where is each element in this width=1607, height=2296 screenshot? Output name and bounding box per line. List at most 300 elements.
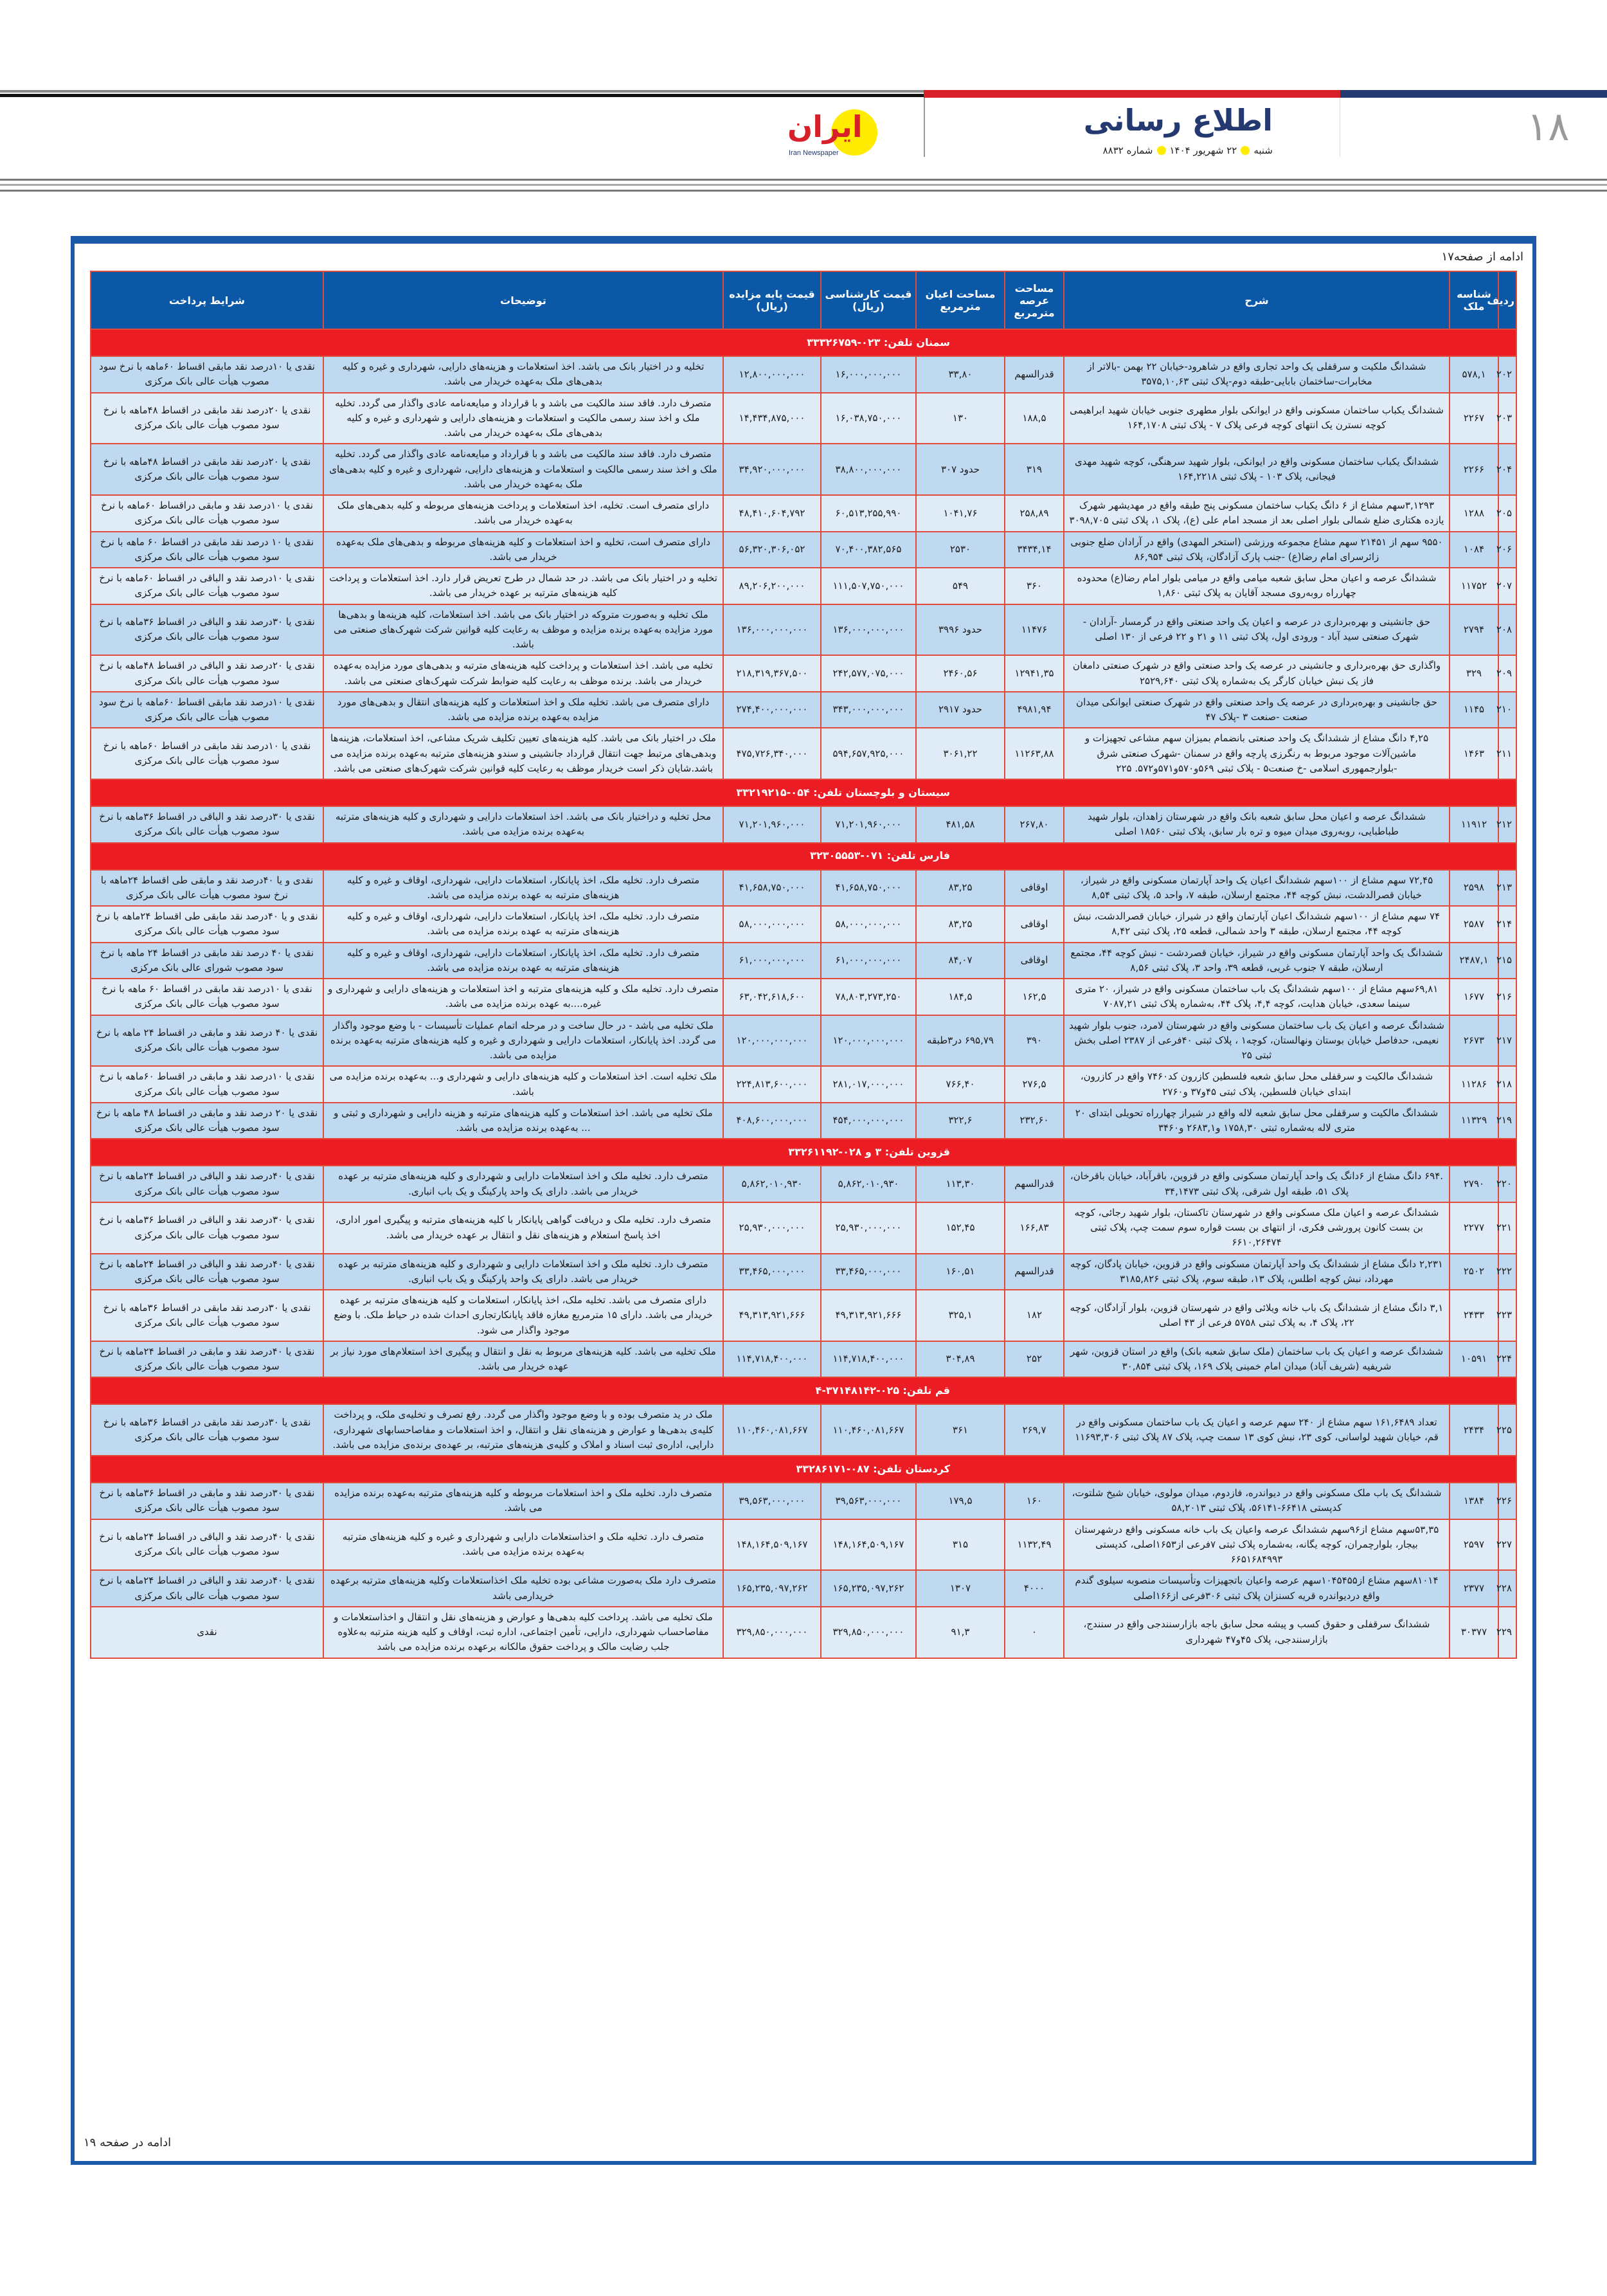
appraisal-price: ۳۸,۸۰۰,۰۰۰,۰۰۰ xyxy=(821,444,916,495)
land-area: ۱۱۳۲,۴۹ xyxy=(1005,1519,1064,1571)
col-header: قیمت پایه مزایده (ریال) xyxy=(723,271,821,329)
building-area: ۳۶۱ xyxy=(916,1404,1005,1456)
region-phone-label: سیستان و بلوچستان تلفن: ۰۵۴-۳۳۲۱۹۲۱۵ xyxy=(91,779,1516,806)
notes: دارای متصرف می باشد. تخلیه ملک و اخذ استعلامات و کلیه هزینه‌های انتقال و بدهی‌های مورد مزایده به‌عهده برنده مزایده می باشد. xyxy=(323,692,723,728)
notes: ملک در ید متصرف بوده و با وضع موجود واگذار می گردد. رفع تصرف و تخلیه‌ی ملک، و پرداخت کلیه‌ی بدهی‌ها و عوارض و هزینه‌های نقل و انتقال، و اخذ استعلامات و مفاصاحسابهای شهرداری، دارایی، اداره‌ی ثبت اسناد و املاک و کلیه‌ی هزینه‌های مترتبه، بر عهده‌ی برنده‌ی مزایده می باشد. xyxy=(323,1404,723,1456)
land-area: ۲۵۲ xyxy=(1005,1341,1064,1378)
row-number: ۲۰۸ xyxy=(1498,604,1516,656)
description: ۳,۱ دانگ مشاع از ششدانگ یک باب خانه ویلائی واقع در شهرستان قزوین، بلوار آزادگان، کوچه ۲۲، پلاک ۴، به پلاک ثبتی ۵۷۵۸ فرعی از ۴۳ اصلی xyxy=(1064,1290,1450,1341)
row-number: ۲۱۳ xyxy=(1498,870,1516,907)
notes: تخلیه می باشد. اخذ استعلامات و پرداخت کلیه هزینه‌های مترتبه و بدهی‌های مورد مزایده به‌عهده خریدار می باشد. برنده موظف به رعایت کلیه ضوابط شرکت شهرک‌های صنعتی می باشد. xyxy=(323,655,723,692)
region-phone-label: فارس تلفن: ۰۷۱-۳۲۳۰۵۵۵۳ xyxy=(91,843,1516,870)
base-price: ۳۲۹,۸۵۰,۰۰۰,۰۰۰ xyxy=(723,1607,821,1658)
table-row xyxy=(91,1290,1516,1341)
land-area: قدرالسهم xyxy=(1005,1166,1064,1202)
payment-terms: نقدی یا ۲۰درصد نقد مابقی در اقساط ۴۸ماهه با نرخ سود مصوب هیأت عالی بانک مرکزی xyxy=(91,393,323,444)
rule-gray xyxy=(0,90,924,93)
notes: متصرف دارد. فاقد سند مالکیت می باشد و با قرارداد و مبایعه‌نامه عادی واگذار می گردد. تخلیه ملک و اخذ سند رسمی مالکیت و استعلامات و هزینه‌های دارایی، شهرداری و غیره و کلیه بدهی‌های ملک به‌عهده خریدار می باشد. xyxy=(323,444,723,495)
table-row xyxy=(91,532,1516,568)
appraisal-price: ۲۸۱,۰۱۷,۰۰۰,۰۰۰ xyxy=(821,1066,916,1103)
payment-terms: نقدی یا ۴۰ درصد نقد و مابقی در اقساط ۲۴ ماهه با نرخ سود مصوب هیأت عالی بانک مرکزی xyxy=(91,1015,323,1067)
description: ششدانگ مالکیت و سرقفلی محل سابق شعبه فلسطین کازرون کد۷۴۶۰ واقع در کازرون، ابتدای خیابان فلسطین، پلاک ثبتی ۴۵و۳۷ و۲۷۶۰ xyxy=(1064,1066,1450,1103)
land-area: ۲۵۸,۸۹ xyxy=(1005,495,1064,532)
appraisal-price: ۳۲۹,۸۵۰,۰۰۰,۰۰۰ xyxy=(821,1607,916,1658)
building-area: ۱۶۰,۵۱ xyxy=(916,1254,1005,1290)
table-row xyxy=(91,1202,1516,1254)
description: ششدانگ سرقفلی و حقوق کسب و پیشه محل سابق باجه بازارسنندجی واقع در سنندج، بازارسنندجی، پلاک ۴۵و۴۷ شهرداری xyxy=(1064,1607,1450,1658)
appraisal-price: ۷۰,۴۰۰,۳۸۲,۵۶۵ xyxy=(821,532,916,568)
property-id: ۲۷۹۰ xyxy=(1450,1166,1498,1202)
building-area: ۸۳,۲۵ xyxy=(916,906,1005,943)
land-area: ۴۹۸۱,۹۴ xyxy=(1005,692,1064,728)
table-row xyxy=(91,495,1516,532)
iran-newspaper-logo xyxy=(787,109,877,161)
table-row xyxy=(91,604,1516,656)
base-price: ۳۳,۴۶۵,۰۰۰,۰۰۰ xyxy=(723,1254,821,1290)
weekday: شنبه xyxy=(1253,145,1273,156)
payment-terms: نقدی یا ۴۰درصد نقد و مابقی در اقساط ۲۴ماهه با نرخ سود مصوب هیأت عالی بانک مرکزی xyxy=(91,1341,323,1378)
notes: محل تخلیه و دراختیار بانک می باشد. اخذ استعلامات دارایی و شهرداری و کلیه هزینه‌های مترتبه به‌عهده برنده مزایده می باشد. xyxy=(323,806,723,843)
appraisal-price: ۵۹۴,۶۵۷,۹۲۵,۰۰۰ xyxy=(821,728,916,779)
description: ششدانگ یک واحد آپارتمان مسکونی واقع در شیراز، خیابان قصردشت - نبش کوچه ۴۴، مجتمع ارسلان، طبقه ۷ جنوب غربی، قطعه ۳۹، واحد ۳، پلاک ثبتی ۸,۵۶ xyxy=(1064,943,1450,979)
payment-terms: نقدی یا ۲۰درصد نقد و الباقی در اقساط ۴۸ماهه با نرخ سود مصوب هیأت عالی بانک مرکزی xyxy=(91,655,323,692)
building-area: ۴۸۱,۵۸ xyxy=(916,806,1005,843)
land-area: ۱۸۸,۵ xyxy=(1005,393,1064,444)
building-area: ۹۱,۳ xyxy=(916,1607,1005,1658)
building-area: ۱۳۰ xyxy=(916,393,1005,444)
land-area: ۳۶۰ xyxy=(1005,568,1064,604)
land-area: ۳۱۹ xyxy=(1005,444,1064,495)
property-id: ۱۱۹۱۲ xyxy=(1450,806,1498,843)
base-price: ۴۷۵,۷۲۶,۳۴۰,۰۰۰ xyxy=(723,728,821,779)
payment-terms: نقدی و یا ۴۰درصد نقد و مابقی طی اقساط ۲۴ماهه با نرخ سود مصوب هیأت عالی بانک مرکزی xyxy=(91,870,323,907)
payment-terms: نقدی یا ۱۰درصد نقد مابقی در اقساط ۶۰ ماهه با نرخ سود مصوب هیأت عالی بانک مرکزی xyxy=(91,979,323,1015)
land-area: ۳۴۳۴,۱۴ xyxy=(1005,532,1064,568)
table-header-row xyxy=(91,271,1516,329)
table-row xyxy=(91,1015,1516,1067)
col-header: مساحت اعیان مترمربع xyxy=(916,271,1005,329)
land-area: ۲۶۷,۸۰ xyxy=(1005,806,1064,843)
table-row xyxy=(91,1166,1516,1202)
building-area: ۵۴۹ xyxy=(916,568,1005,604)
payment-terms: نقدی یا ۳۰درصد نقد و الباقی در اقساط ۳۶ماهه با نرخ سود مصوب هیأت عالی بانک مرکزی xyxy=(91,806,323,843)
table-row xyxy=(91,1570,1516,1607)
base-price: ۳۹,۵۶۳,۰۰۰,۰۰۰ xyxy=(723,1483,821,1519)
notes: متصرف دارد. تخلیه ملک و اخذ استعلامات مربوطه و کلیه هزینه‌های مترتبه به‌عهده برنده مزایده می باشد. xyxy=(323,1483,723,1519)
building-area: ۲۵۳۰ xyxy=(916,532,1005,568)
table-row xyxy=(91,1483,1516,1519)
property-id: ۲۴۳۳ xyxy=(1450,1290,1498,1341)
notes: ملک در اختیار بانک می باشد. کلیه هزینه‌های تعیین تکلیف شریک مشاعی، اخذ استعلامات، هزینه‌ها وبدهی‌های مرتبط جهت انتقال قرارداد جانشینی و سندو هزینه‌های مترتبه به‌عهده برنده مزایده می باشد.شایان ذکر است خریدار موظف به رعایت کلیه قوانین شرکت شهرک‌های صنعتی می باشد. xyxy=(323,728,723,779)
region-header-row xyxy=(91,329,1516,356)
notes: دارای متصرف می باشد. تخلیه ملک، اخذ پایانکار، استعلامات و کلیه هزینه‌های مترتبه بر عهده خریدار می باشد. دارای ۱۵ مترمربع مغازه فاقد پایانکارتجاری احداث شده در حیاط ملک. با وضع موجود واگذار می شود. xyxy=(323,1290,723,1341)
land-area: اوقافی xyxy=(1005,943,1064,979)
notes: متصرف دارد. تخلیه ملک و اخذ استعلامات دارایی و شهرداری و کلیه هزینه‌های مترتبه بر عهده خریدار می باشد. دارای یک واحد پارکینگ و یک باب انباری. xyxy=(323,1166,723,1202)
building-area: ۳۰۶۱,۲۲ xyxy=(916,728,1005,779)
base-price: ۵۶,۳۲۰,۳۰۶,۰۵۲ xyxy=(723,532,821,568)
base-price: ۱۲۰,۰۰۰,۰۰۰,۰۰۰ xyxy=(723,1015,821,1067)
row-number: ۲۱۵ xyxy=(1498,943,1516,979)
property-id: ۲۵۸۷ xyxy=(1450,906,1498,943)
region-header-row xyxy=(91,1139,1516,1166)
appraisal-price: ۴۵۴,۰۰۰,۰۰۰,۰۰۰ xyxy=(821,1103,916,1139)
col-header: ردیف xyxy=(1498,271,1516,329)
base-price: ۶۳,۰۴۲,۶۱۸,۶۰۰ xyxy=(723,979,821,1015)
base-price: ۴۹,۳۱۳,۹۲۱,۶۶۶ xyxy=(723,1290,821,1341)
region-header-row xyxy=(91,1377,1516,1404)
notes: متصرف دارد. تخلیه ملک و دریافت گواهی پایانکار با کلیه هزینه‌های مترتبه و پیگیری امور اداری، اخذ پاسخ استعلام و هزینه‌های نقل و انتقال بر عهده خریدار می باشد. xyxy=(323,1202,723,1254)
payment-terms: نقدی یا ۱۰درصد نقد و الباقی در اقساط ۶۰ماهه با نرخ سود مصوب هیأت عالی بانک مرکزی xyxy=(91,568,323,604)
notes: متصرف دارد. تخلیه ملک، اخذ پایانکار، استعلامات دارایی، شهرداری، اوقاف و غیره و کلیه هزینه‌های مترتبه به عهده برنده مزایده می باشد. xyxy=(323,906,723,943)
appraisal-price: ۴۹,۳۱۳,۹۲۱,۶۶۶ xyxy=(821,1290,916,1341)
base-price: ۱۶۵,۲۳۵,۰۹۷,۲۶۲ xyxy=(723,1570,821,1607)
logo-text-fa: ایران xyxy=(787,109,863,144)
description: ۵۳,۳۵سهم مشاع از۹۶سهم ششدانگ عرصه واعیان یک باب خانه مسکونی واقع درشهرستان بیجار، بلوارچمران، کوچه یگانه، به‌شماره پلاک ثبتی ۷فرعی از۱۶۵۳اصلی، کدپستی ۶۶۵۱۶۸۴۹۹۳ xyxy=(1064,1519,1450,1571)
land-area: اوقافی xyxy=(1005,906,1064,943)
payment-terms: نقدی یا ۱۰ درصد نقد مابقی در اقساط ۶۰ ماهه با نرخ سود مصوب هیأت عالی بانک مرکزی xyxy=(91,532,323,568)
description: ۲,۲۳۱ دانگ مشاع از ششدانگ یک واحد آپارتمان مسکونی واقع در قزوین، خیابان پادگان، کوچه مهرداد، نبش کوچه اطلس، پلاک ۱۳، طبقه سوم، پلاک ثبتی ۳۱۸۵,۸۲۶ xyxy=(1064,1254,1450,1290)
base-price: ۱۲,۸۰۰,۰۰۰,۰۰۰ xyxy=(723,356,821,393)
col-header: مساحت عرصه مترمربع xyxy=(1005,271,1064,329)
appraisal-price: ۲۴۲,۵۷۷,۰۷۵,۰۰۰ xyxy=(821,655,916,692)
appraisal-price: ۵,۸۶۲,۰۱۰,۹۳۰ xyxy=(821,1166,916,1202)
base-price: ۷۱,۲۰۱,۹۶۰,۰۰۰ xyxy=(723,806,821,843)
base-price: ۲۵,۹۳۰,۰۰۰,۰۰۰ xyxy=(723,1202,821,1254)
row-number: ۲۲۳ xyxy=(1498,1290,1516,1341)
table-row xyxy=(91,444,1516,495)
land-area: اوقافی xyxy=(1005,870,1064,907)
notes: تخلیه و در اختیار بانک می باشد. در حد شمال در طرح تعریض قرار دارد. اخذ استعلامات و پرداخت کلیه هزینه‌های مترتبه بر عهده خریدار می باشد. xyxy=(323,568,723,604)
notes: متصرف دارد. تخلیه ملک و اخذ استعلامات دارایی و شهرداری و کلیه هزینه‌های مترتبه بر عهده خریدار می باشد. دارای یک واحد پارکینگ و یک باب انباری. xyxy=(323,1254,723,1290)
property-id: ۵۷۸,۱ xyxy=(1450,356,1498,393)
appraisal-price: ۷۸,۸۰۳,۲۷۳,۲۵۰ xyxy=(821,979,916,1015)
payment-terms: نقدی و یا ۴۰درصد نقد مابقی طی اقساط ۲۴ماهه با نرخ سود مصوب هیأت عالی بانک مرکزی xyxy=(91,906,323,943)
region-phone-label: قزوین تلفن: ۳ و ۰۲۸-۳۳۲۶۱۱۹۲ xyxy=(91,1139,1516,1166)
description: واگذاری حق بهره‌برداری و جانشینی در عرصه یک واحد صنعتی واقع در شهرک صنعتی دامغان فاز یک نبش خیابان کارگر یک به‌شماره پلاک ثبتی ۲۵۲۹,۶۴۰ xyxy=(1064,655,1450,692)
base-price: ۶۱,۰۰۰,۰۰۰,۰۰۰ xyxy=(723,943,821,979)
payment-terms: نقدی یا ۳۰درصد نقد مابقی در اقساط ۳۶ماهه با نرخ سود مصوب هیأت عالی بانک مرکزی xyxy=(91,1404,323,1456)
land-area: ۱۱۲۶۳,۸۸ xyxy=(1005,728,1064,779)
row-number: ۲۰۷ xyxy=(1498,568,1516,604)
notes: متصرف دارد ملک به‌صورت مشاعی بوده تخلیه ملک اخذاستعلامات وکلیه هزینه‌های مترتبه برعهده خریدارمی باشد xyxy=(323,1570,723,1607)
col-header: شرح xyxy=(1064,271,1450,329)
base-price: ۱۱۴,۷۱۸,۴۰۰,۰۰۰ xyxy=(723,1341,821,1378)
row-number: ۲۰۹ xyxy=(1498,655,1516,692)
rule-black xyxy=(0,94,924,97)
row-number: ۲۱۷ xyxy=(1498,1015,1516,1067)
building-area: ۲۴۶۰,۵۶ xyxy=(916,655,1005,692)
payment-terms: نقدی یا ۳۰درصد نقد و مابقی در اقساط ۳۶ماهه با نرخ سود مصوب هیأت عالی بانک مرکزی xyxy=(91,1483,323,1519)
region-header-row xyxy=(91,843,1516,870)
page-number: ۱۸ xyxy=(1527,105,1570,149)
notes: متصرف دارد. تخلیه ملک، اخذ پایانکار، استعلامات دارایی، شهرداری، اوقاف و غیره و کلیه هزینه‌های مترتبه به عهده برنده مزایده می باشد. xyxy=(323,943,723,979)
land-area: ۴۰۰۰ xyxy=(1005,1570,1064,1607)
payment-terms: نقدی یا ۱۰درصد نقد و مابقی دراقساط ۶۰ماهه با نرخ سود مصوب هیأت عالی بانک مرکزی xyxy=(91,495,323,532)
table-row xyxy=(91,943,1516,979)
masthead-divider xyxy=(924,98,925,157)
appraisal-price: ۳۳,۴۶۵,۰۰۰,۰۰۰ xyxy=(821,1254,916,1290)
land-area: ۱۶۶,۸۳ xyxy=(1005,1202,1064,1254)
payment-terms: نقدی یا ۱۰درصد نقد مابقی اقساط ۶۰ماهه با نرخ سود مصوب هیأت عالی بانک مرکزی xyxy=(91,356,323,393)
bullet-dot-icon xyxy=(1241,146,1250,155)
description: .۶۹۴ دانگ مشاع از ۶دانگ یک واحد آپارتمان مسکونی واقع در قزوین، باقرآباد، خیابان باقرخان، پلاک ۵۱، طبقه اول شرقی، پلاک ثبتی ۳۴,۱۴۷۳ xyxy=(1064,1166,1450,1202)
land-area: ۳۹۰ xyxy=(1005,1015,1064,1067)
continued-from-note: ادامه از صفحه۱۷ xyxy=(1441,250,1523,264)
payment-terms: نقدی یا ۱۰درصد نقد مابقی در اقساط ۶۰ماهه با نرخ سود مصوب هیأت عالی بانک مرکزی xyxy=(91,728,323,779)
description: ششدانگ یکباب ساختمان مسکونی واقع در ایوانکی بلوار مطهری جنوبی خیابان شهید ابراهیمی کوچه نسترن یک انتهای کوچه فرعی پلاک ۷ - پلاک ثبتی ۱۶۴,۱۷۰۸ xyxy=(1064,393,1450,444)
row-number: ۲۲۵ xyxy=(1498,1404,1516,1456)
property-id: ۱۶۷۷ xyxy=(1450,979,1498,1015)
row-number: ۲۱۹ xyxy=(1498,1103,1516,1139)
notes: ملک تخلیه می باشد - در حال ساخت و در مرحله اتمام عملیات تأسیسات - با وضع موجود واگذار می گردد. اخذ پایانکار، استعلامات دارایی و شهرداری و غیره و کلیه هزینه‌های مترتبه به‌عهده برنده مزایده می باشد. xyxy=(323,1015,723,1067)
continued-to-note: ادامه در صفحه ۱۹ xyxy=(84,2136,172,2149)
col-header: شناسه ملک xyxy=(1450,271,1498,329)
appraisal-price: ۱۶,۰۳۸,۷۵۰,۰۰۰ xyxy=(821,393,916,444)
description: ششدانگ عرصه و اعیان یک باب ساختمان (ملک سابق شعبه بانک) واقع در استان قزوین، شهر شریفیه (شریف آباد) میدان امام خمینی پلاک ۱۶۹، پلاک ثبتی ۳۰,۸۵۴ xyxy=(1064,1341,1450,1378)
appraisal-price: ۲۵,۹۳۰,۰۰۰,۰۰۰ xyxy=(821,1202,916,1254)
property-id: ۲۲۷۷ xyxy=(1450,1202,1498,1254)
land-area: ۰ xyxy=(1005,1607,1064,1658)
table-row xyxy=(91,1341,1516,1378)
building-area: ۳۳,۸۰ xyxy=(916,356,1005,393)
description: تعداد ۱۶۱,۶۴۸۹ سهم مشاع از ۲۴۰ سهم عرصه و اعیان یک باب ساختمان مسکونی واقع در قم، خیابان شهید لواسانی، کوی ۲۳، نبش کوی ۱۳ سمت چپ، پلاک ۸۷ پلاک ثبتی ۱۱۶۹۳,۳۰۶ xyxy=(1064,1404,1450,1456)
land-area: ۲۳۲,۶۰ xyxy=(1005,1103,1064,1139)
description: ۹۵۵۰ سهم از ۲۱۴۵۱ سهم مشاع مجموعه ورزشی (استخر المهدی) واقع در آرادان ضلع جنوبی زائرسرای امام رضا(ع) -جنب پارک آزادگان، پلاک ثبتی ۸۶,۹۵۴ xyxy=(1064,532,1450,568)
table-row xyxy=(91,356,1516,393)
property-id: ۱۲۸۸ xyxy=(1450,495,1498,532)
table-row xyxy=(91,728,1516,779)
row-number: ۲۲۷ xyxy=(1498,1519,1516,1571)
table-row xyxy=(91,393,1516,444)
description: ششدانگ عرصه و اعیان ملک مسکونی واقع در شهرستان تاکستان، بلوار شهید رجائی، کوچه بن بست کانون پرورشی فکری، از انتهای بن بست قواره سوم سمت چپ، پلاک ثبتی ۶۶۱۰,۲۶۴۷۴ xyxy=(1064,1202,1450,1254)
description: ششدانگ یکباب ساختمان مسکونی واقع در ایوانکی، بلوار شهید سرهنگی، کوچه شهید مهدی فیجانی، پلاک ۱۰۳ - پلاک ثبتی ۱۶۴,۲۲۱۸ xyxy=(1064,444,1450,495)
base-price: ۸۹,۲۰۶,۲۰۰,۰۰۰ xyxy=(723,568,821,604)
table-row xyxy=(91,1519,1516,1571)
bullet-dot-icon xyxy=(1157,146,1166,155)
payment-terms: نقدی یا ۳۰درصد نقد و الباقی در اقساط ۳۶ماهه با نرخ سود مصوب هیأت عالی بانک مرکزی xyxy=(91,604,323,656)
logo-text-en: Iran Newspaper xyxy=(789,149,839,157)
description: ۸۱۰۱۴سهم مشاع از۱۰۴۵۴۵۵سهم عرصه واعیان باتجهیزات وتأسیسات منصوبه سیلوی گندم واقع دردیواندره قریه کسنزان پلاک ثبتی ۳۰۶فرعی از۱۶۶اصلی xyxy=(1064,1570,1450,1607)
row-number: ۲۲۶ xyxy=(1498,1483,1516,1519)
row-number: ۲۱۱ xyxy=(1498,728,1516,779)
property-id: ۲۲۶۷ xyxy=(1450,393,1498,444)
description: ششدانگ عرصه و اعیان یک باب ساختمان مسکونی واقع در شهرستان لامرد، جنوب بلوار شهید نعیمی، حدفاصل خیابان بوستان ونهالستان، کوچه۱ ، پلاک ثبتی ۴۰فرعی از ۲۳۸۷ اصلی بخش ثبتی ۲۵ xyxy=(1064,1015,1450,1067)
payment-terms: نقدی یا ۳۰درصد نقد و الباقی در اقساط ۳۶ماهه با نرخ سود مصوب هیأت عالی بانک مرکزی xyxy=(91,1202,323,1254)
base-price: ۱۱۰,۴۶۰,۰۸۱,۶۶۷ xyxy=(723,1404,821,1456)
table-row xyxy=(91,906,1516,943)
payment-terms: نقدی یا ۱۰درصد نقد مابقی اقساط ۶۰ماهه با نرخ سود مصوب هیأت عالی بانک مرکزی xyxy=(91,692,323,728)
region-phone-label: قم تلفن: ۰۲۵-۳۷۱۴۸۱۴۲-۴ xyxy=(91,1377,1516,1404)
rule-red xyxy=(924,90,1340,98)
building-area: ۶۹۵,۷۹ در۳طبقه xyxy=(916,1015,1005,1067)
notes: متصرف دارد. تخلیه ملک و کلیه هزینه‌های مترتبه و اخذ استعلامات و هزینه‌های دارایی و شهرداری و غیره....به عهده برنده مزایده می باشد. xyxy=(323,979,723,1015)
base-price: ۵,۸۶۲,۰۱۰,۹۳۰ xyxy=(723,1166,821,1202)
row-number: ۲۱۴ xyxy=(1498,906,1516,943)
rule-line xyxy=(0,190,1607,192)
table-row xyxy=(91,568,1516,604)
building-area: حدود ۳۹۹۶ xyxy=(916,604,1005,656)
property-id: ۱۳۸۴ xyxy=(1450,1483,1498,1519)
auction-listing-frame xyxy=(71,236,1536,2165)
row-number: ۲۲۴ xyxy=(1498,1341,1516,1378)
row-number: ۲۰۳ xyxy=(1498,393,1516,444)
appraisal-price: ۶۱,۰۰۰,۰۰۰,۰۰۰ xyxy=(821,943,916,979)
description: ۷۴ سهم مشاع از ۱۰۰سهم ششدانگ اعیان آپارتمان واقع در شیراز، خیابان قصرالدشت، نبش کوچه ۴۴، مجتمع ارسلان، طبقه ۳ واحد شمالی، قطعه ۲۵، پلاک ثبتی ۸,۴۲ xyxy=(1064,906,1450,943)
rule-line xyxy=(0,184,1607,186)
table-row xyxy=(91,655,1516,692)
appraisal-price: ۵۸,۰۰۰,۰۰۰,۰۰۰ xyxy=(821,906,916,943)
issue-number: شماره ۸۸۳۲ xyxy=(1102,145,1153,156)
table-row xyxy=(91,1103,1516,1139)
appraisal-price: ۱۳۶,۰۰۰,۰۰۰,۰۰۰ xyxy=(821,604,916,656)
appraisal-price: ۳۴۳,۰۰۰,۰۰۰,۰۰۰ xyxy=(821,692,916,728)
appraisal-price: ۱۱۱,۵۰۷,۷۵۰,۰۰۰ xyxy=(821,568,916,604)
building-area: ۸۴,۰۷ xyxy=(916,943,1005,979)
region-phone-label: سمنان تلفن: ۰۲۳-۳۳۳۲۶۷۵۹ xyxy=(91,329,1516,356)
land-area: ۲۷۶,۵ xyxy=(1005,1066,1064,1103)
description: ششدانگ عرصه و اعیان محل سابق شعبه بانک واقع در شهرستان زاهدان، بلوار شهید طباطبایی، روبه‌روی میدان میوه و تره بار سابق، پلاک ثبتی ۱۸۵۶۰ اصلی xyxy=(1064,806,1450,843)
base-price: ۴۸,۴۱۰,۶۰۴,۷۹۲ xyxy=(723,495,821,532)
notes: ملک تخلیه می باشد. پرداخت کلیه بدهی‌ها و عوارض و هزینه‌های نقل و انتقال و اخذاستعلامات و مفاصاحساب شهرداری، دارایی، تأمین اجتماعی، اداره ثبت، اوقاف و کلیه هزینه مترتبه به‌علاوه جلب رضایت مالک و پرداخت حقوق مالکانه برعهده برنده مزایده می باشد xyxy=(323,1607,723,1658)
appraisal-price: ۷۱,۲۰۱,۹۶۰,۰۰۰ xyxy=(821,806,916,843)
masthead-color-bar xyxy=(0,90,1607,98)
dateline xyxy=(1103,145,1273,156)
table-row xyxy=(91,806,1516,843)
property-id: ۲۲۶۶ xyxy=(1450,444,1498,495)
col-header: قیمت کارشناسی (ریال) xyxy=(821,271,916,329)
appraisal-price: ۶۰,۵۱۳,۲۵۵,۹۹۰ xyxy=(821,495,916,532)
description: حق جانشینی و بهره‌برداری در عرصه یک واحد صنعتی واقع در شهرک صنعتی ایوانکی میدان صنعت -صنعت ۳ -پلاک ۴۷ xyxy=(1064,692,1450,728)
table-row xyxy=(91,692,1516,728)
table-row xyxy=(91,1254,1516,1290)
base-price: ۲۱۸,۳۱۹,۳۶۷,۵۰۰ xyxy=(723,655,821,692)
building-area: ۱۳۰۷ xyxy=(916,1570,1005,1607)
row-number: ۲۰۵ xyxy=(1498,495,1516,532)
building-area: حدود ۳۰۷ xyxy=(916,444,1005,495)
payment-terms: نقدی یا ۲۰ درصد نقد و مابقی در اقساط ۴۸ ماهه با نرخ سود مصوب هیأت عالی بانک مرکزی xyxy=(91,1103,323,1139)
rule-line xyxy=(0,179,1607,181)
region-header-row xyxy=(91,1456,1516,1483)
notes: متصرف دارد. تخلیه ملک، اخذ پایانکار، استعلامات دارایی، شهرداری، اوقاف و غیره و کلیه هزینه‌های مترتبه به عهده برنده مزایده می باشد. xyxy=(323,870,723,907)
row-number: ۲۰۶ xyxy=(1498,532,1516,568)
table-row xyxy=(91,979,1516,1015)
building-area: ۳۲۵,۱ xyxy=(916,1290,1005,1341)
land-area: ۲۶۹,۷ xyxy=(1005,1404,1064,1456)
payment-terms: نقدی یا ۲۰درصد نقد مابقی در اقساط ۴۸ماهه با نرخ سود مصوب هیأت عالی بانک مرکزی xyxy=(91,444,323,495)
notes: ملک تخلیه است. اخذ استعلامات و کلیه هزینه‌های دارایی و شهرداری و... به‌عهده برنده مزایده می باشد. xyxy=(323,1066,723,1103)
land-area: ۱۲۹۴۱,۳۵ xyxy=(1005,655,1064,692)
description: ۳,۱۲۹۳سهم مشاع از ۶ دانگ یکباب ساختمان مسکونی پنج طبقه واقع در مهدیشهر شهرک یازده هکتاری ضلع شمالی بلوار اصلی بعد از مسجد امام علی (ع)، پلاک ۱، پلاک ثبتی ۳۰۹۸,۷۰۵ xyxy=(1064,495,1450,532)
description: ششدانگ یک باب ملک مسکونی واقع در دیواندره، فازدوم، میدان مولوی، خیابان شیخ شلتوت، کدپستی ۶۶۴۱۸-۵۶۱۴۱، پلاک ثبتی ۵۸,۲۰۱۳ xyxy=(1064,1483,1450,1519)
payment-terms: نقدی xyxy=(91,1607,323,1658)
building-area: ۱۷۹,۵ xyxy=(916,1483,1005,1519)
region-phone-label: کردستان تلفن: ۰۸۷-۳۳۲۸۶۱۷۱ xyxy=(91,1456,1516,1483)
region-header-row xyxy=(91,779,1516,806)
row-number: ۲۱۰ xyxy=(1498,692,1516,728)
property-id: ۱۱۷۵۲ xyxy=(1450,568,1498,604)
land-area: ۱۸۲ xyxy=(1005,1290,1064,1341)
table-row xyxy=(91,1404,1516,1456)
row-number: ۲۲۰ xyxy=(1498,1166,1516,1202)
payment-terms: نقدی یا ۴۰درصد نقد و الباقی در اقساط ۲۴ماهه با نرخ سود مصوب هیأت عالی بانک مرکزی xyxy=(91,1519,323,1571)
notes: متصرف دارد. تخلیه ملک و اخذاستعلامات دارایی و شهرداری و غیره و کلیه هزینه‌های مترتبه به‌عهده برنده مزایده می باشد. xyxy=(323,1519,723,1571)
appraisal-price: ۱۱۴,۷۱۸,۴۰۰,۰۰۰ xyxy=(821,1341,916,1378)
land-area: ۱۶۲,۵ xyxy=(1005,979,1064,1015)
property-id: ۲۳۷۷ xyxy=(1450,1570,1498,1607)
appraisal-price: ۱۱۰,۴۶۰,۰۸۱,۶۶۷ xyxy=(821,1404,916,1456)
row-number: ۲۰۲ xyxy=(1498,356,1516,393)
base-price: ۱۳۶,۰۰۰,۰۰۰,۰۰۰ xyxy=(723,604,821,656)
property-id: ۱۱۳۲۹ xyxy=(1450,1103,1498,1139)
building-area: ۳۱۵ xyxy=(916,1519,1005,1571)
property-id: ۱۱۴۵ xyxy=(1450,692,1498,728)
notes: ملک تخلیه می باشد. اخذ استعلامات و کلیه هزینه‌های مترتبه و هزینه دارایی و شهرداری و ثبتی و ... به‌عهده برنده مزایده می باشد. xyxy=(323,1103,723,1139)
rule-navy xyxy=(1340,90,1607,98)
base-price: ۳۴,۹۲۰,۰۰۰,۰۰۰ xyxy=(723,444,821,495)
land-area: ۱۶۰ xyxy=(1005,1483,1064,1519)
description: حق جانشینی و بهره‌برداری در عرصه و اعیان یک واحد صنعتی واقع در گرمسار -آرادان - شهرک صنعتی سید آباد - ورودی اول، پلاک ثبتی ۱۱ و ۲۱ و ۲۲ فرعی از ۱۳۰ اصلی xyxy=(1064,604,1450,656)
row-number: ۲۲۸ xyxy=(1498,1570,1516,1607)
building-area: ۳۲۲,۶ xyxy=(916,1103,1005,1139)
appraisal-price: ۱۲۰,۰۰۰,۰۰۰,۰۰۰ xyxy=(821,1015,916,1067)
table-row xyxy=(91,870,1516,907)
col-header: توضیحات xyxy=(323,271,723,329)
row-number: ۲۱۸ xyxy=(1498,1066,1516,1103)
property-id: ۲۶۷۳ xyxy=(1450,1015,1498,1067)
description: ششدانگ مالکیت و سرقفلی محل سابق شعبه لاله واقع در شیراز چهارراه تحویلی ابتدای ۲۰ متری لاله به‌شماره ثبتی ۱۷۵۸,۳۰ و۲۶۸۳,۱ و۳۴۶۰ xyxy=(1064,1103,1450,1139)
description: ۷۲,۴۵ سهم مشاع از ۱۰۰سهم ششدانگ اعیان یک واحد آپارتمان مسکونی واقع در شیراز، خیابان قصرالدشت، نبش کوچه ۴۴، مجتمع ارسلان، طبقه ۷، واحد ۵، پلاک ثبتی ۸,۵۴ xyxy=(1064,870,1450,907)
base-price: ۱۴,۴۳۴,۸۷۵,۰۰۰ xyxy=(723,393,821,444)
description: ششدانگ ملکیت و سرقفلی یک واحد تجاری واقع در شاهرود-خیابان ۲۲ بهمن -بالاتر از مخابرات-ساختمان بابایی-طبقه دوم-پلاک ثبتی ۳۵۷۵,۱۰,۶۳ xyxy=(1064,356,1450,393)
property-id: ۳۰۳۷۷ xyxy=(1450,1607,1498,1658)
appraisal-price: ۴۱,۶۵۸,۷۵۰,۰۰۰ xyxy=(821,870,916,907)
payment-terms: نقدی یا ۴۰درصد نقد و الباقی در اقساط ۲۴ماهه با نرخ سود مصوب هیأت عالی بانک مرکزی xyxy=(91,1570,323,1607)
property-id: ۲۵۹۸ xyxy=(1450,870,1498,907)
section-title: اطلاع رسانی xyxy=(1083,103,1273,138)
row-number: ۲۲۹ xyxy=(1498,1607,1516,1658)
table-row xyxy=(91,1066,1516,1103)
notes: دارای متصرف است. تخلیه، اخذ استعلامات و پرداخت هزینه‌های مربوطه و کلیه بدهی‌های ملک به‌عهده خریدار می باشد. xyxy=(323,495,723,532)
base-price: ۲۷۴,۴۰۰,۰۰۰,۰۰۰ xyxy=(723,692,821,728)
base-price: ۴۰۸,۶۰۰,۰۰۰,۰۰۰ xyxy=(723,1103,821,1139)
payment-terms: نقدی یا ۴۰درصد نقد و الباقی در اقساط ۲۴ماهه با نرخ سود مصوب هیأت عالی بانک مرکزی xyxy=(91,1166,323,1202)
appraisal-price: ۳۹,۵۶۳,۰۰۰,۰۰۰ xyxy=(821,1483,916,1519)
row-number: ۲۲۱ xyxy=(1498,1202,1516,1254)
row-number: ۲۱۲ xyxy=(1498,806,1516,843)
property-id: ۱۱۲۸۶ xyxy=(1450,1066,1498,1103)
building-area: ۸۳,۲۵ xyxy=(916,870,1005,907)
building-area: ۳۰۴,۸۹ xyxy=(916,1341,1005,1378)
description: ۶۹,۸۱سهم مشاع از ۱۰۰سهم ششدانگ یک باب ساختمان مسکونی واقع در شیراز، ۲۰ متری سینما سعدی، خیابان هدایت، کوچه ۴,۴، پلاک ۴۴، به‌شماره پلاک ثبتی ۷۰۸۷,۲۱ xyxy=(1064,979,1450,1015)
property-id: ۱۴۶۳ xyxy=(1450,728,1498,779)
row-number: ۲۱۶ xyxy=(1498,979,1516,1015)
property-id: ۲۵۰۲ xyxy=(1450,1254,1498,1290)
land-area: قدرالسهم xyxy=(1005,1254,1064,1290)
notes: متصرف دارد. فاقد سند مالکیت می باشد و با قرارداد و مبایعه‌نامه عادی واگذار می گردد. تخلیه ملک و اخذ سند رسمی مالکیت و استعلامات و هزینه‌های دارایی و شهرداری و غیره و کلیه بدهی‌های ملک به‌عهده خریدار می باشد. xyxy=(323,393,723,444)
appraisal-price: ۱۴۸,۱۶۴,۵۰۹,۱۶۷ xyxy=(821,1519,916,1571)
notes: تخلیه و در اختیار بانک می باشد. اخذ استعلامات و هزینه‌های دارایی، شهرداری و غیره و کلیه بدهی‌های ملک به‌عهده خریدار می باشد. xyxy=(323,356,723,393)
building-area: حدود ۲۹۱۷ xyxy=(916,692,1005,728)
base-price: ۴۱,۶۵۸,۷۵۰,۰۰۰ xyxy=(723,870,821,907)
table-body xyxy=(91,329,1516,1658)
col-header: شرایط پرداخت xyxy=(91,271,323,329)
base-price: ۵۸,۰۰۰,۰۰۰,۰۰۰ xyxy=(723,906,821,943)
payment-terms: نقدی یا ۱۰درصد نقد و مابقی در اقساط ۶۰ماهه با نرخ سود مصوب هیأت عالی بانک مرکزی xyxy=(91,1066,323,1103)
building-area: ۱۵۲,۴۵ xyxy=(916,1202,1005,1254)
appraisal-price: ۱۶۵,۲۳۵,۰۹۷,۲۶۲ xyxy=(821,1570,916,1607)
base-price: ۲۲۴,۸۱۳,۶۰۰,۰۰۰ xyxy=(723,1066,821,1103)
appraisal-price: ۱۶,۰۰۰,۰۰۰,۰۰۰ xyxy=(821,356,916,393)
